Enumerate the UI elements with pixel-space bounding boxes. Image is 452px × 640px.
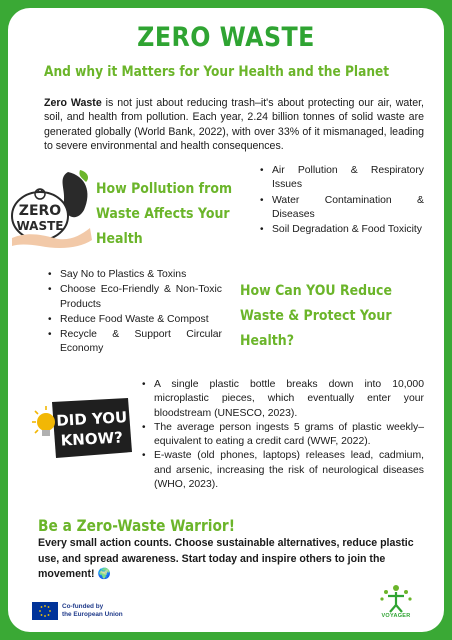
lightbulb-icon	[32, 406, 55, 436]
dyk-line1: DID YOU	[55, 408, 128, 430]
dyk-line2: KNOW?	[60, 428, 124, 450]
eu-text-line2: the European Union	[62, 611, 123, 618]
reduce-heading-line3: Health?	[240, 332, 295, 349]
did-you-know-badge	[30, 392, 134, 462]
list-item: • Soil Degradation & Food Toxicity	[258, 223, 424, 237]
reduce-heading-line2: Waste & Protect Your	[240, 307, 392, 324]
warrior-text: Every small action counts. Choose sustainable alternatives, reduce plastic use, and spread awareness. Start today and inspire others to join the movement! 🌍	[38, 537, 414, 580]
intro-paragraph	[44, 96, 424, 153]
poster-card	[8, 8, 444, 632]
intro-lead: Zero Waste	[44, 97, 102, 109]
voyager-logo	[368, 583, 424, 627]
list-item: • Reduce Food Waste & Compost	[46, 313, 222, 327]
list-item: • Recycle & Support Circular Economy	[46, 328, 222, 357]
reduce-list	[46, 268, 222, 358]
eu-text-line1: Co-funded by	[62, 603, 104, 610]
pollution-heading-line2: Waste Affects Your	[96, 205, 230, 222]
voyager-name: VOYAGER	[381, 613, 411, 619]
list-item: • Air Pollution & Respiratory Issues	[258, 164, 424, 193]
warrior-heading: Be a Zero-Waste Warrior!	[38, 516, 235, 535]
page-title: ZERO WASTE	[137, 22, 315, 53]
voyager-figure-icon	[368, 583, 424, 613]
reduce-heading	[240, 278, 403, 353]
eu-cofunded-badge	[32, 602, 142, 620]
pollution-heading-line3: Health	[96, 230, 143, 247]
intro-body: is not just about reducing trash–it's about protecting our air, water, soil, and health from pollution. Each year, 2.24 billion tonnes of solid waste are generated globally (World Bank, 2022), with over 33% of it mismanaged, leading to severe environmental and health consequences.	[44, 97, 424, 152]
reduce-heading-line1: How Can YOU Reduce	[240, 282, 393, 299]
logo-line2: WASTE	[16, 219, 64, 233]
list-item: • Choose Eco-Friendly & Non-Toxic Products	[46, 283, 222, 312]
eu-flag-icon	[32, 602, 58, 620]
eu-text	[62, 603, 123, 619]
list-item: • Say No to Plastics & Toxins	[46, 268, 222, 282]
zero-waste-logo	[10, 168, 94, 250]
list-item: • A single plastic bottle breaks down into 10,000 microplastic pieces, which eventually enter your bloodstream (UNESCO, 2023).	[140, 378, 424, 421]
did-you-know-list	[140, 378, 424, 492]
logo-line1: ZERO	[18, 203, 62, 219]
pollution-list	[258, 164, 424, 238]
pollution-heading-line1: How Pollution from	[96, 180, 233, 197]
page-subtitle: And why it Matters for Your Health and the Planet	[44, 64, 390, 80]
list-item: • E-waste (old phones, laptops) releases lead, cadmium, and arsenic, increasing the risk of neurological diseases (WHO, 2023).	[140, 449, 424, 492]
list-item: • The average person ingests 5 grams of plastic weekly–equivalent to eating a credit card (WWF, 2022).	[140, 421, 424, 450]
list-item: • Water Contamination & Diseases	[258, 194, 424, 223]
pollution-heading	[96, 176, 242, 251]
